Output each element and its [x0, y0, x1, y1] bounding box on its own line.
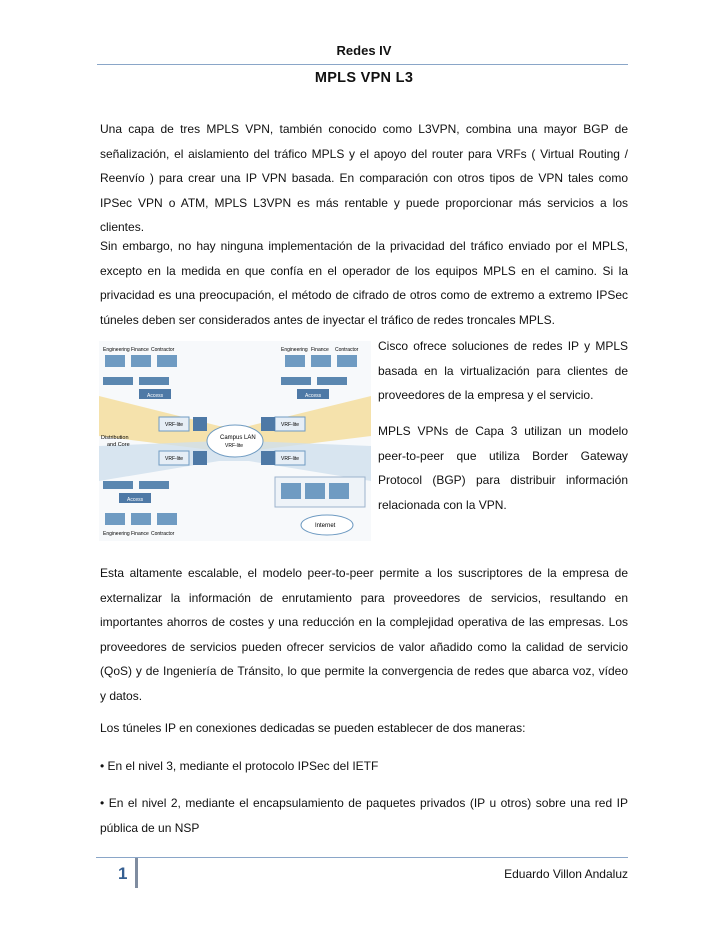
footer-rule	[96, 857, 628, 858]
paragraph-intro: Una capa de tres MPLS VPN, también conocido como L3VPN, combina una mayor BGP de señalización, el aislamiento del tráfico MPLS y el apoyo del router para VRFs ( Virtual Routing / Reenvío ) para crear una IP VPN basada. En comparación con otros tipos de VPN tales como IPSec VPN o ATM, MPLS L3VPN es más rentable y puede proporcionar más servicios a los clientes.	[100, 122, 628, 234]
switch-icon	[103, 481, 133, 489]
switch-icon	[103, 377, 133, 385]
bullet-level-3: • En el nivel 3, mediante el protocolo IPSec del IETF	[100, 759, 379, 773]
laptop-icon	[157, 513, 177, 525]
vrf-label: VRF-lite	[165, 456, 184, 462]
header-rule	[97, 64, 628, 65]
server-icon	[329, 483, 349, 499]
core-label: and Core	[107, 442, 130, 448]
router-icon	[261, 417, 275, 431]
laptop-icon	[105, 355, 125, 367]
label-engineering-bl: Engineering	[103, 531, 130, 537]
paragraph-scalable: Esta altamente escalable, el modelo peer-to-peer permite a los suscriptores de la empresa de externalizar la información de enrutamiento para proveedores de servicios, resultando en importantes ahorros de costes y una reducción en la complejidad operativa de las empresas. Los proveedores de servicios pueden ofrecer servicios de valor añadido como la calidad de servicio (QoS) y de Ingeniería de Tránsito, lo que permite la convergencia de redes que abarca voz, vídeo y datos.	[100, 566, 628, 703]
vrf-label: VRF-lite	[281, 422, 300, 428]
laptop-icon	[337, 355, 357, 367]
paragraph-privacy: Sin embargo, no hay ninguna implementación de la privacidad del tráfico enviado por el MPLS, excepto en la medida en que confía en el operador de los equipos MPLS en el camino. Si la privacidad es una preocupación, el método de cifrado de otros como de extremo a extremo IPSec túneles deben ser considerados antes de inyectar el tráfico de redes troncales MPLS.	[100, 239, 628, 327]
access-label-tr: Access	[305, 393, 322, 399]
router-icon	[193, 451, 207, 465]
bullet-level-2: • En el nivel 2, mediante el encapsulamiento de paquetes privados (IP u otros) sobre una red IP pública de un NSP	[100, 796, 628, 835]
laptop-icon	[131, 355, 151, 367]
campus-cloud-icon	[207, 425, 263, 457]
header-title: Redes IV	[336, 43, 392, 58]
label-engineering-tl: Engineering	[103, 347, 130, 353]
campus-label: Campus LAN	[220, 435, 256, 441]
vrf-label: VRF-lite	[165, 422, 184, 428]
side-paragraph-mpls: MPLS VPNs de Capa 3 utilizan un modelo peer-to-peer que utiliza Border Gateway Protocol (BGP) para distribuir información relacionada con la VPN.	[378, 424, 628, 512]
router-icon	[193, 417, 207, 431]
document-title: MPLS VPN L3	[314, 70, 414, 86]
laptop-icon	[157, 355, 177, 367]
laptop-icon	[311, 355, 331, 367]
footer-author: Eduardo Villon Andaluz	[504, 867, 628, 881]
label-contractor-tr: Contractor	[335, 347, 359, 353]
laptop-icon	[131, 513, 151, 525]
label-contractor-bl: Contractor	[151, 531, 175, 537]
campus-sublabel: VRF-lite	[225, 443, 244, 449]
side-paragraph-cisco: Cisco ofrece soluciones de redes IP y MPLS basada en la virtualización para clientes de proveedores de la empresa y el servicio.	[378, 339, 628, 402]
switch-icon	[139, 481, 169, 489]
page-number-bar	[135, 858, 138, 888]
label-finance-bl: Finance	[131, 531, 149, 537]
access-label-bl: Access	[127, 497, 144, 503]
laptop-icon	[285, 355, 305, 367]
laptop-icon	[105, 513, 125, 525]
distribution-label: Distribution	[101, 435, 129, 441]
label-engineering-tr: Engineering	[281, 347, 308, 353]
page-number: 1	[118, 864, 128, 883]
vrf-label: VRF-lite	[281, 456, 300, 462]
switch-icon	[317, 377, 347, 385]
network-diagram	[99, 341, 371, 541]
access-label-tl: Access	[147, 393, 164, 399]
label-contractor-tl: Contractor	[151, 347, 175, 353]
switch-icon	[139, 377, 169, 385]
server-icon	[305, 483, 325, 499]
label-finance-tr: Finance	[311, 347, 329, 353]
router-icon	[261, 451, 275, 465]
server-icon	[281, 483, 301, 499]
label-finance-tl: Finance	[131, 347, 149, 353]
paragraph-tunnels: Los túneles IP en conexiones dedicadas se pueden establecer de dos maneras:	[100, 721, 526, 735]
internet-label: Internet	[315, 523, 336, 529]
switch-icon	[281, 377, 311, 385]
